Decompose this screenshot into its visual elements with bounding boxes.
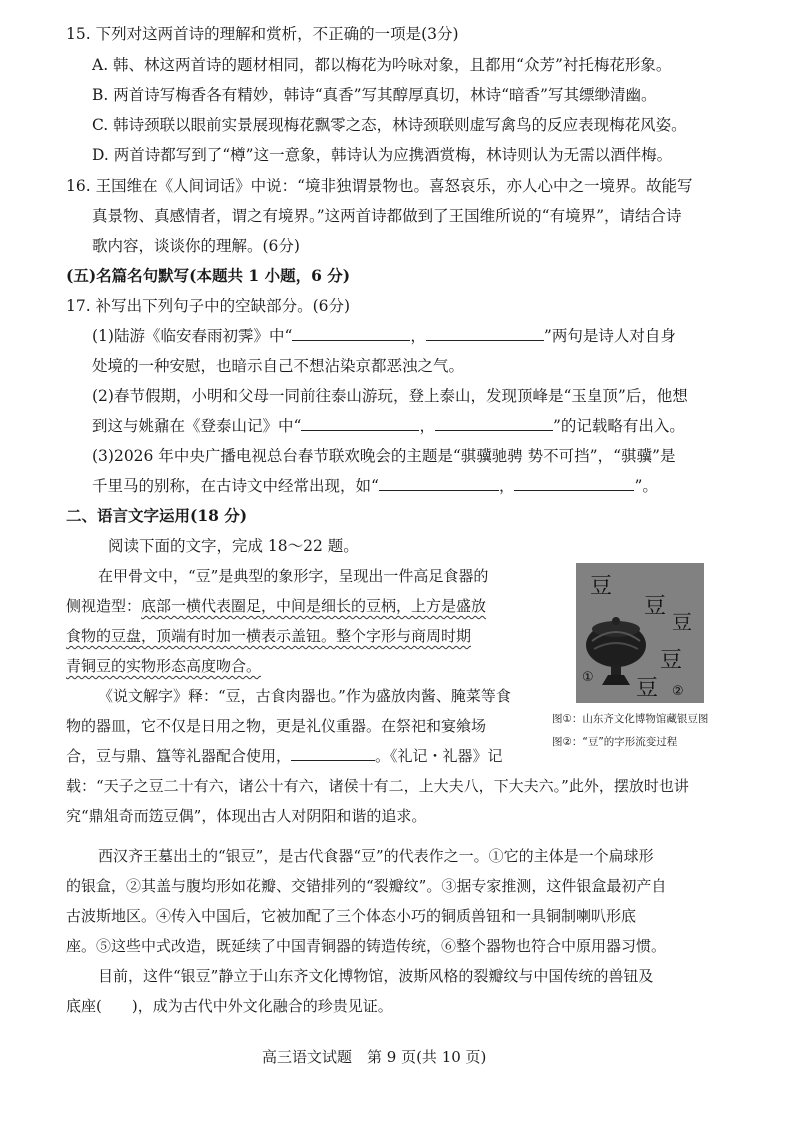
passage-p2-lead: 合，豆与鼎、簋等礼器配合使用， [66,747,292,765]
passage-p3-line-4: 座。⑤这些中式改造，既延续了中国青铜器的铸造传统，⑥整个器物也符合中原用器习惯。 [66,937,667,955]
q17-item-2-sep: ， [419,417,435,435]
q15-option-c: C. 韩诗颈联以眼前实景展现梅花飘零之态，林诗颈联则虚写禽鸟的反应表现梅花风姿。 [92,116,687,134]
passage-p4-line-2: 底座( )，成为古代中外文化融合的珍贵见证。 [66,997,393,1015]
passage-p1-line-1: 在甲骨文中，“豆”是典型的象形字，呈现出一件高足食器的 [98,567,489,585]
q15-option-d: D. 两首诗都写到了“樽”这一意象，韩诗认为应携酒赏梅，林诗则认为无需以酒伴梅。 [92,146,673,164]
q17-item-1-sep: ， [410,327,426,345]
reading-intro: 阅读下面的文字，完成 18～22 题。 [108,537,359,555]
q16-line-3: 歌内容，谈谈你的理解。(6分) [92,237,300,255]
answer-blank[interactable] [301,416,419,431]
section-2-title: 二、语言文字运用(18 分) [66,506,248,525]
q17-item-3-sep: ， [498,477,515,495]
q17-item-3-cont [92,476,658,496]
q17-item-1 [92,326,676,346]
passage-p2-line-1: 《说文解字》释：“豆，古食肉器也。”作为盛放肉酱、腌菜等食 [98,687,511,705]
glyph-bronze: 豆 [644,594,667,619]
q17-item-2-prefix: 到这与姚鼐在《登泰山记》中“ [92,417,302,435]
answer-blank[interactable] [291,746,375,761]
glyph-oracle: 豆 [590,574,613,599]
page-footer: 高三语文试题 第 9 页(共 10 页) [262,1048,487,1066]
answer-blank[interactable] [379,476,499,491]
passage-p3-line-1: 西汉齐王墓出土的“银豆”，是古代食器“豆”的代表作之一。①它的主体是一个扁球形 [98,847,654,865]
q17-item-2-suffix: ”的记载略有出入。 [552,417,685,435]
q15-stem: 15. 下列对这两首诗的理解和赏析，不正确的一项是(3分) [66,25,459,43]
figure-mark-1: ① [582,670,594,685]
q17-item-2: (2)春节假期，小明和父母一同前往泰山游玩，登上泰山，发现顶峰是“玉皇顶”后，他想 [92,387,688,405]
passage-p2-tail: 。《礼记・礼器》记 [375,747,503,765]
q17-stem: 17. 补写出下列句子中的空缺部分。(6分) [66,297,351,315]
glyph-regular: 豆 [636,676,659,701]
q17-item-1-cont: 处境的一种安慰，也暗示自己不想沾染京都恶浊之气。 [92,357,465,375]
q17-item-2-cont [92,416,685,436]
answer-blank[interactable] [426,326,544,341]
wavy-underlined-text: 底部一横代表圈足，中间是细长的豆柄，上方是盛放 [141,597,487,615]
passage-p1-line-4: 青铜豆的实物形态高度吻合。 [66,657,262,675]
figure-caption-2: 图②：“豆”的字形流变过程 [552,736,678,748]
passage-p1-line-2 [66,596,486,616]
glyph-seal: 豆 [672,610,692,634]
q16-line-2: 真景物、真感情者，谓之有境界。”这两首诗都做到了王国维所说的“有境界”，请结合诗 [92,207,682,225]
passage-p2-line-5: 究“鼎俎奇而笾豆偶”，体现出古人对阴阳和谐的追求。 [66,807,427,825]
passage-p1-line-3: 食物的豆盘，顶端有时加一横表示盖钮。整个字形与商周时期 [66,627,472,645]
q17-item-3: (3)2026 年中央广播电视总台春节联欢晚会的主题是“骐骥驰骋 势不可挡”，“骐骥”是 [92,447,676,465]
passage-p3-line-3: 古波斯地区。④传入中国后，它被加配了三个体态小巧的铜质兽钮和一具铜制喇叭形底 [66,907,637,925]
q15-option-b: B. 两首诗写梅香各有精妙，韩诗“真香”写其醇厚真切，林诗“暗香”写其缥缈清幽。 [92,86,657,104]
q17-item-1-suffix: ”两句是诗人对自身 [543,327,676,345]
glyph-clerical: 豆 [660,648,683,673]
q15-option-a: A. 韩、林这两首诗的题材相同，都以梅花为吟咏对象，且都用“众芳”衬托梅花形象。 [92,56,672,74]
passage-p2-line-4: 载：“天子之豆二十有六，诸公十有六，诸侯十有二，上大夫八，下大夫六。”此外，摆放时也讲 [66,777,689,795]
passage-p1-lead: 侧视造型： [66,597,142,615]
answer-blank[interactable] [435,416,553,431]
q17-item-3-prefix: 千里马的别称，在古诗文中经常出现，如“ [92,477,379,495]
q17-item-3-suffix: ”。 [634,477,658,495]
passage-p2-line-2: 物的器皿，它不仅是日用之物，更是礼仪重器。在祭祀和宴飨场 [66,717,487,735]
answer-blank[interactable] [514,476,634,491]
figure-caption-1: 图①：山东齐文化博物馆藏银豆图 [552,713,709,725]
passage-p4-line-1: 目前，这件“银豆”静立于山东齐文化博物馆，波斯风格的裂瓣纹与中国传统的兽钮及 [98,967,654,985]
answer-blank[interactable] [292,326,410,341]
section-5-title: (五)名篇名句默写(本题共 1 小题，6 分) [66,266,351,285]
silver-dou-illustration [576,563,704,703]
q16-line-1: 16. 王国维在《人间词话》中说：“境非独谓景物也。喜怒哀乐，亦人心中之一境界。故能写 [66,177,693,195]
passage-p3-line-2: 的银盒，②其盖与腹均形如花瓣、交错排列的“裂瓣纹”。③据专家推测，这件银盒最初产自 [66,877,667,895]
q17-item-1-prefix: (1)陆游《临安春雨初霁》中“ [92,327,293,345]
passage-p2-line-3 [66,746,503,766]
figure-image [576,563,704,703]
figure-mark-2: ② [672,684,684,699]
